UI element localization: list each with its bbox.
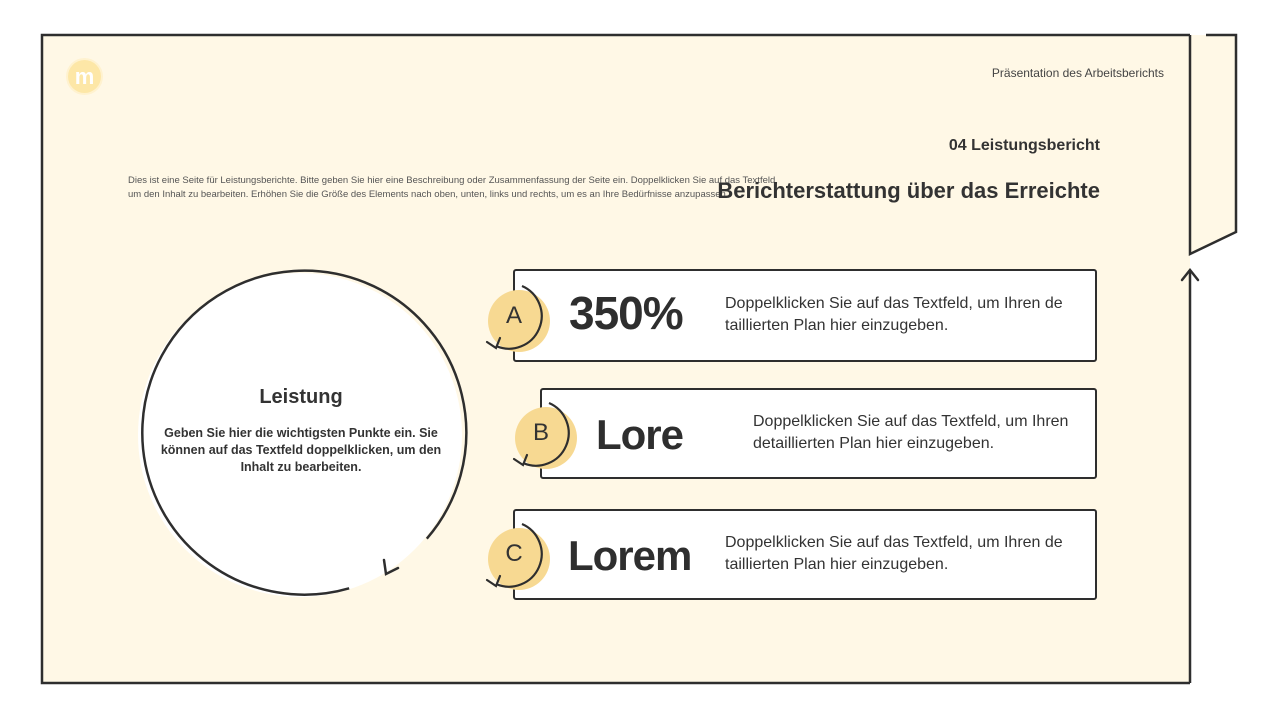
header-note: Präsentation des Arbeitsberichts	[991, 66, 1164, 80]
badge-a	[478, 282, 548, 352]
item-text-a[interactable]: Doppelklicken Sie auf das Textfeld, um Ihren detaillierten Plan hier einzugeben.	[725, 295, 1063, 334]
section-title[interactable]: Berichterstattung über das Erreichte	[717, 178, 1100, 203]
brand-logo	[68, 60, 101, 93]
item-text-b[interactable]: Doppelklicken Sie auf das Textfeld, um Ihren detaillierten Plan hier einzugeben.	[753, 413, 1069, 452]
metric-a[interactable]: 350%	[569, 287, 683, 339]
badge-letter-a: A	[505, 302, 522, 329]
achievement-circle[interactable]	[160, 386, 442, 476]
logo-letter: m	[74, 63, 95, 89]
metric-c[interactable]: Lorem	[568, 532, 692, 579]
circle-body: Geben Sie hier die wichtigsten Punkte ein. Sie können auf das Textfeld doppelklicken, um den Inhalt zu bearbeiten.	[160, 426, 442, 474]
badge-letter-b: B	[532, 419, 549, 446]
section-number-title[interactable]: 04 Leistungsbericht	[948, 137, 1100, 154]
section-description[interactable]: Dies ist eine Seite für Leistungsberichte. Bitte geben Sie hier eine Beschreibung oder Zusammenfassung der Seite ein. Doppelklicken Sie auf das Textfeld, um den Inhalt zu bearbeiten. Erhöhen Sie die Größe des Elements nach oben, unten, links und rechts, um es an Ihre Bedürfnisse anzupassen.	[128, 175, 778, 200]
item-text-c[interactable]: Doppelklicken Sie auf das Textfeld, um Ihren detaillierten Plan hier einzugeben.	[725, 534, 1063, 573]
circle-title: Leistung	[259, 386, 343, 408]
badge-b	[505, 399, 575, 469]
badge-letter-c: C	[505, 540, 523, 567]
badge-c	[478, 520, 548, 590]
metric-b[interactable]: Lore	[596, 411, 684, 458]
